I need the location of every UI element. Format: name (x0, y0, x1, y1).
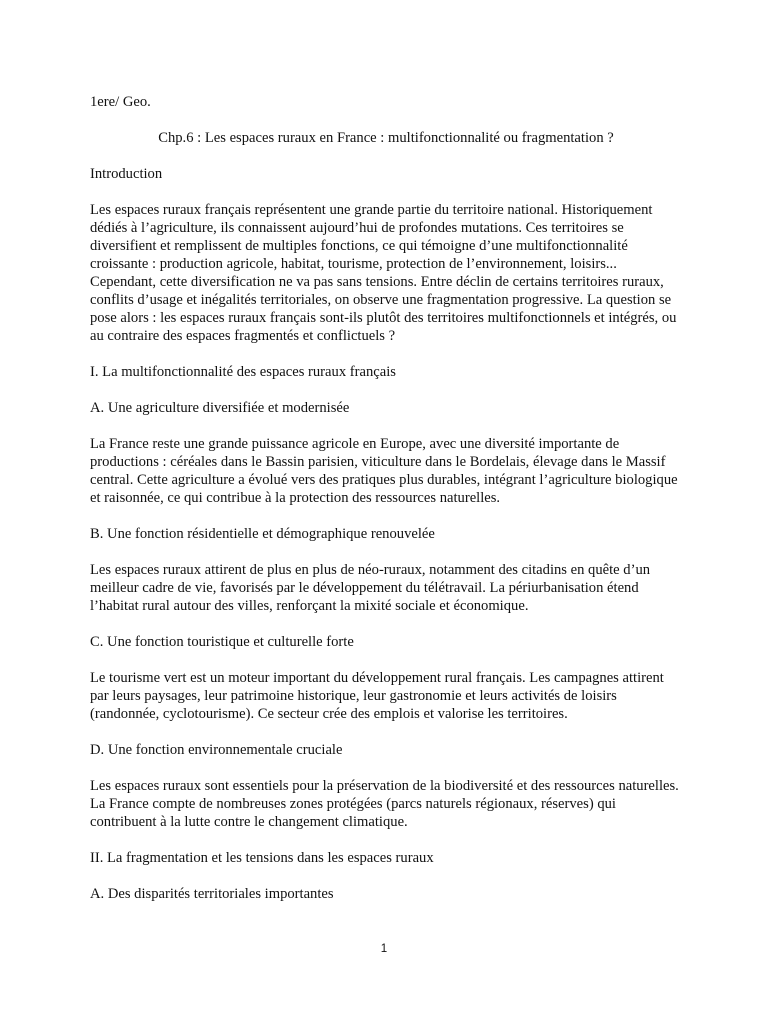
section-heading-1d: D. Une fonction environnementale cruciale (90, 742, 343, 758)
section-heading-1b: B. Une fonction résidentielle et démographique renouvelée (90, 526, 435, 542)
part2-heading: II. La fragmentation et les tensions dans les espaces ruraux (90, 850, 434, 866)
document-body (90, 93, 682, 921)
section-paragraph-1b: Les espaces ruraux attirent de plus en plus de néo-ruraux, notamment des citadins en quête d’un meilleur cadre de vie, favorisés par le développement du télétravail. La périurbanisation étend l’habitat rural autour des villes, renforçant la mixité sociale et économique. (90, 562, 651, 614)
section-heading-1c: C. Une fonction touristique et culturelle forte (90, 634, 354, 650)
section-heading-2a: A. Des disparités territoriales importantes (90, 886, 334, 902)
document-header: 1ere/ Geo. (90, 94, 151, 110)
intro-paragraph: Les espaces ruraux français représentent une grande partie du territoire national. Historiquement dédiés à l’agriculture, ils connaissent aujourd’hui de profondes mutations. Ces territoires se diversifient et remplissent de multiples fonctions, ce qui témoigne d’une multifonctionnalité croissante : production agricole, habitat, tourisme, protection de l’environnement, loisirs... Cependant, cette diversification ne va pas sans tensions. Entre déclin de certains territoires ruraux, conflits d’usage et inégalités territoriales, on observe une fragmentation progressive. La question se pose alors : les espaces ruraux français sont-ils plutôt des territoires multifonctionnels et intégrés, ou au contraire des espaces fragmentés et conflictuels ? (90, 202, 677, 344)
section-heading-1a: A. Une agriculture diversifiée et modernisée (90, 400, 350, 416)
section-paragraph-1c: Le tourisme vert est un moteur important du développement rural français. Les campagnes attirent par leurs paysages, leur patrimoine historique, leur gastronomie et leurs activités de loisirs (randonnée, cyclotourisme). Ce secteur crée des emplois et valorise les territoires. (90, 670, 664, 722)
section-paragraph-1a: La France reste une grande puissance agricole en Europe, avec une diversité importante de productions : céréales dans le Bassin parisien, viticulture dans le Bordelais, élevage dans le Massif central. Cette agriculture a évolué vers des pratiques plus durables, intégrant l’agriculture biologique et raisonnée, ce qui contribue à la protection des ressources naturelles. (90, 436, 678, 506)
part1-heading: I. La multifonctionnalité des espaces ruraux français (90, 364, 396, 380)
page-number: 1 (380, 943, 388, 955)
intro-heading: Introduction (90, 166, 163, 182)
chapter-title: Chp.6 : Les espaces ruraux en France : multifonctionnalité ou fragmentation ? (158, 130, 614, 146)
section-paragraph-1d: Les espaces ruraux sont essentiels pour la préservation de la biodiversité et des ressources naturelles. La France compte de nombreuses zones protégées (parcs naturels régionaux, réserves) qui contribuent à la lutte contre le changement climatique. (90, 778, 679, 830)
